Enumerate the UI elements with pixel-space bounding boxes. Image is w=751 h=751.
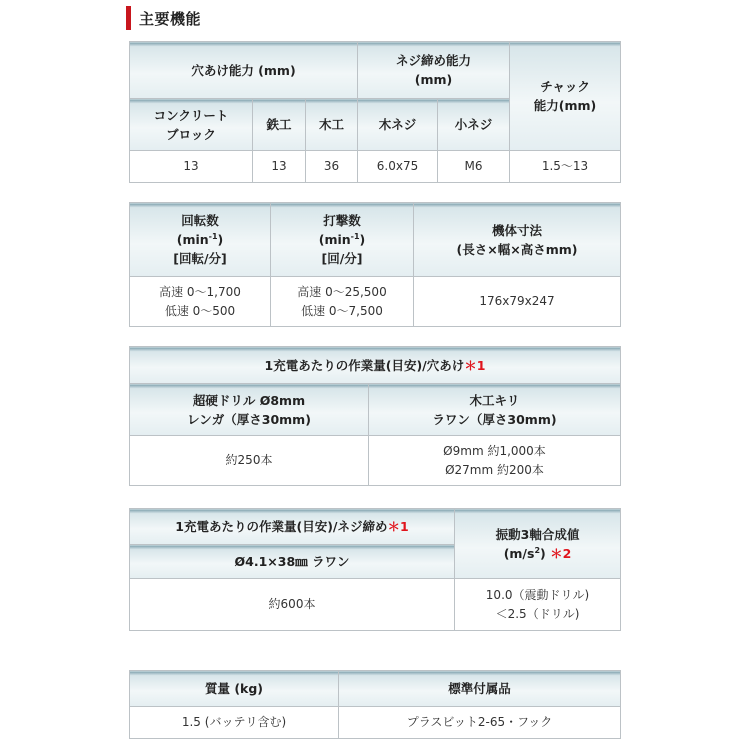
vibration-header: 振動3軸合成値 $(m/s^2)$ ＊2	[455, 509, 621, 579]
section-heading	[126, 6, 201, 30]
drill-capacity-header: 穴あけ能力 (mm)	[130, 42, 358, 99]
drilling-work-table	[129, 346, 621, 486]
chuck-capacity-header: チャック 能力(mm)	[510, 42, 621, 151]
section-title: 主要機能	[139, 9, 202, 28]
note-mark-1b: ＊1	[387, 519, 409, 534]
wood-screw-value: 6.0x75	[358, 151, 438, 183]
dimensions-header: 機体寸法 (長さ×幅×高さmm)	[414, 203, 621, 277]
accessories-header: 標準付属品	[339, 671, 621, 707]
steel-header: 鉄工	[253, 99, 306, 151]
chuck-value: 1.5～13	[510, 151, 621, 183]
impact-value: 高速 0～25,500 低速 0～7,500	[271, 277, 414, 327]
steel-value: 13	[253, 151, 306, 183]
wood-value: 36	[306, 151, 358, 183]
note-mark-2: ＊2	[550, 545, 572, 561]
speed-table	[129, 202, 621, 327]
mass-table	[129, 670, 621, 739]
rotation-header: 回転数 $(\min^{-1})$ [回転/分]	[130, 203, 271, 277]
screw-capacity-header: ネジ締め能力 (mm)	[358, 42, 510, 99]
screw-work-header: 1充電あたりの作業量(目安)/ネジ締め＊1	[130, 509, 455, 545]
impact-header: 打撃数 $(\min^{-1})$ [回/分]	[271, 203, 414, 277]
concrete-block-header: コンクリート ブロック	[130, 99, 253, 151]
dimensions-value: 176x79x247	[414, 277, 621, 327]
drilling-work-header: 1充電あたりの作業量(目安)/穴あけ＊1	[130, 347, 621, 384]
mass-header: 質量 (kg)	[130, 671, 339, 707]
vibration-value: 10.0（震動ドリル) ＜2.5（ドリル)	[455, 579, 621, 631]
rotation-value: 高速 0～1,700 低速 0～500	[130, 277, 271, 327]
wood-screw-header: 木ネジ	[358, 99, 438, 151]
heading-accent-bar	[126, 6, 131, 30]
mass-value: 1.5 (バッテリ含む)	[130, 707, 339, 739]
machine-screw-value: M6	[438, 151, 510, 183]
accessories-value: プラスビット2-65・フック	[339, 707, 621, 739]
machine-screw-header: 小ネジ	[438, 99, 510, 151]
wood-auger-header: 木工キリ ラワン（厚さ30mm)	[369, 384, 621, 436]
screw-work-table	[129, 508, 621, 631]
screw-spec-header: Ø4.1×38㎜ ラワン	[130, 545, 455, 579]
carbide-drill-value: 約250本	[130, 436, 369, 486]
wood-header: 木工	[306, 99, 358, 151]
carbide-drill-header: 超硬ドリル Ø8mm レンガ（厚さ30mm)	[130, 384, 369, 436]
concrete-value: 13	[130, 151, 253, 183]
screw-work-value: 約600本	[130, 579, 455, 631]
note-mark-1: ＊1	[464, 357, 486, 373]
capacity-table	[129, 41, 621, 183]
wood-auger-value: Ø9mm 約1,000本 Ø27mm 約200本	[369, 436, 621, 486]
